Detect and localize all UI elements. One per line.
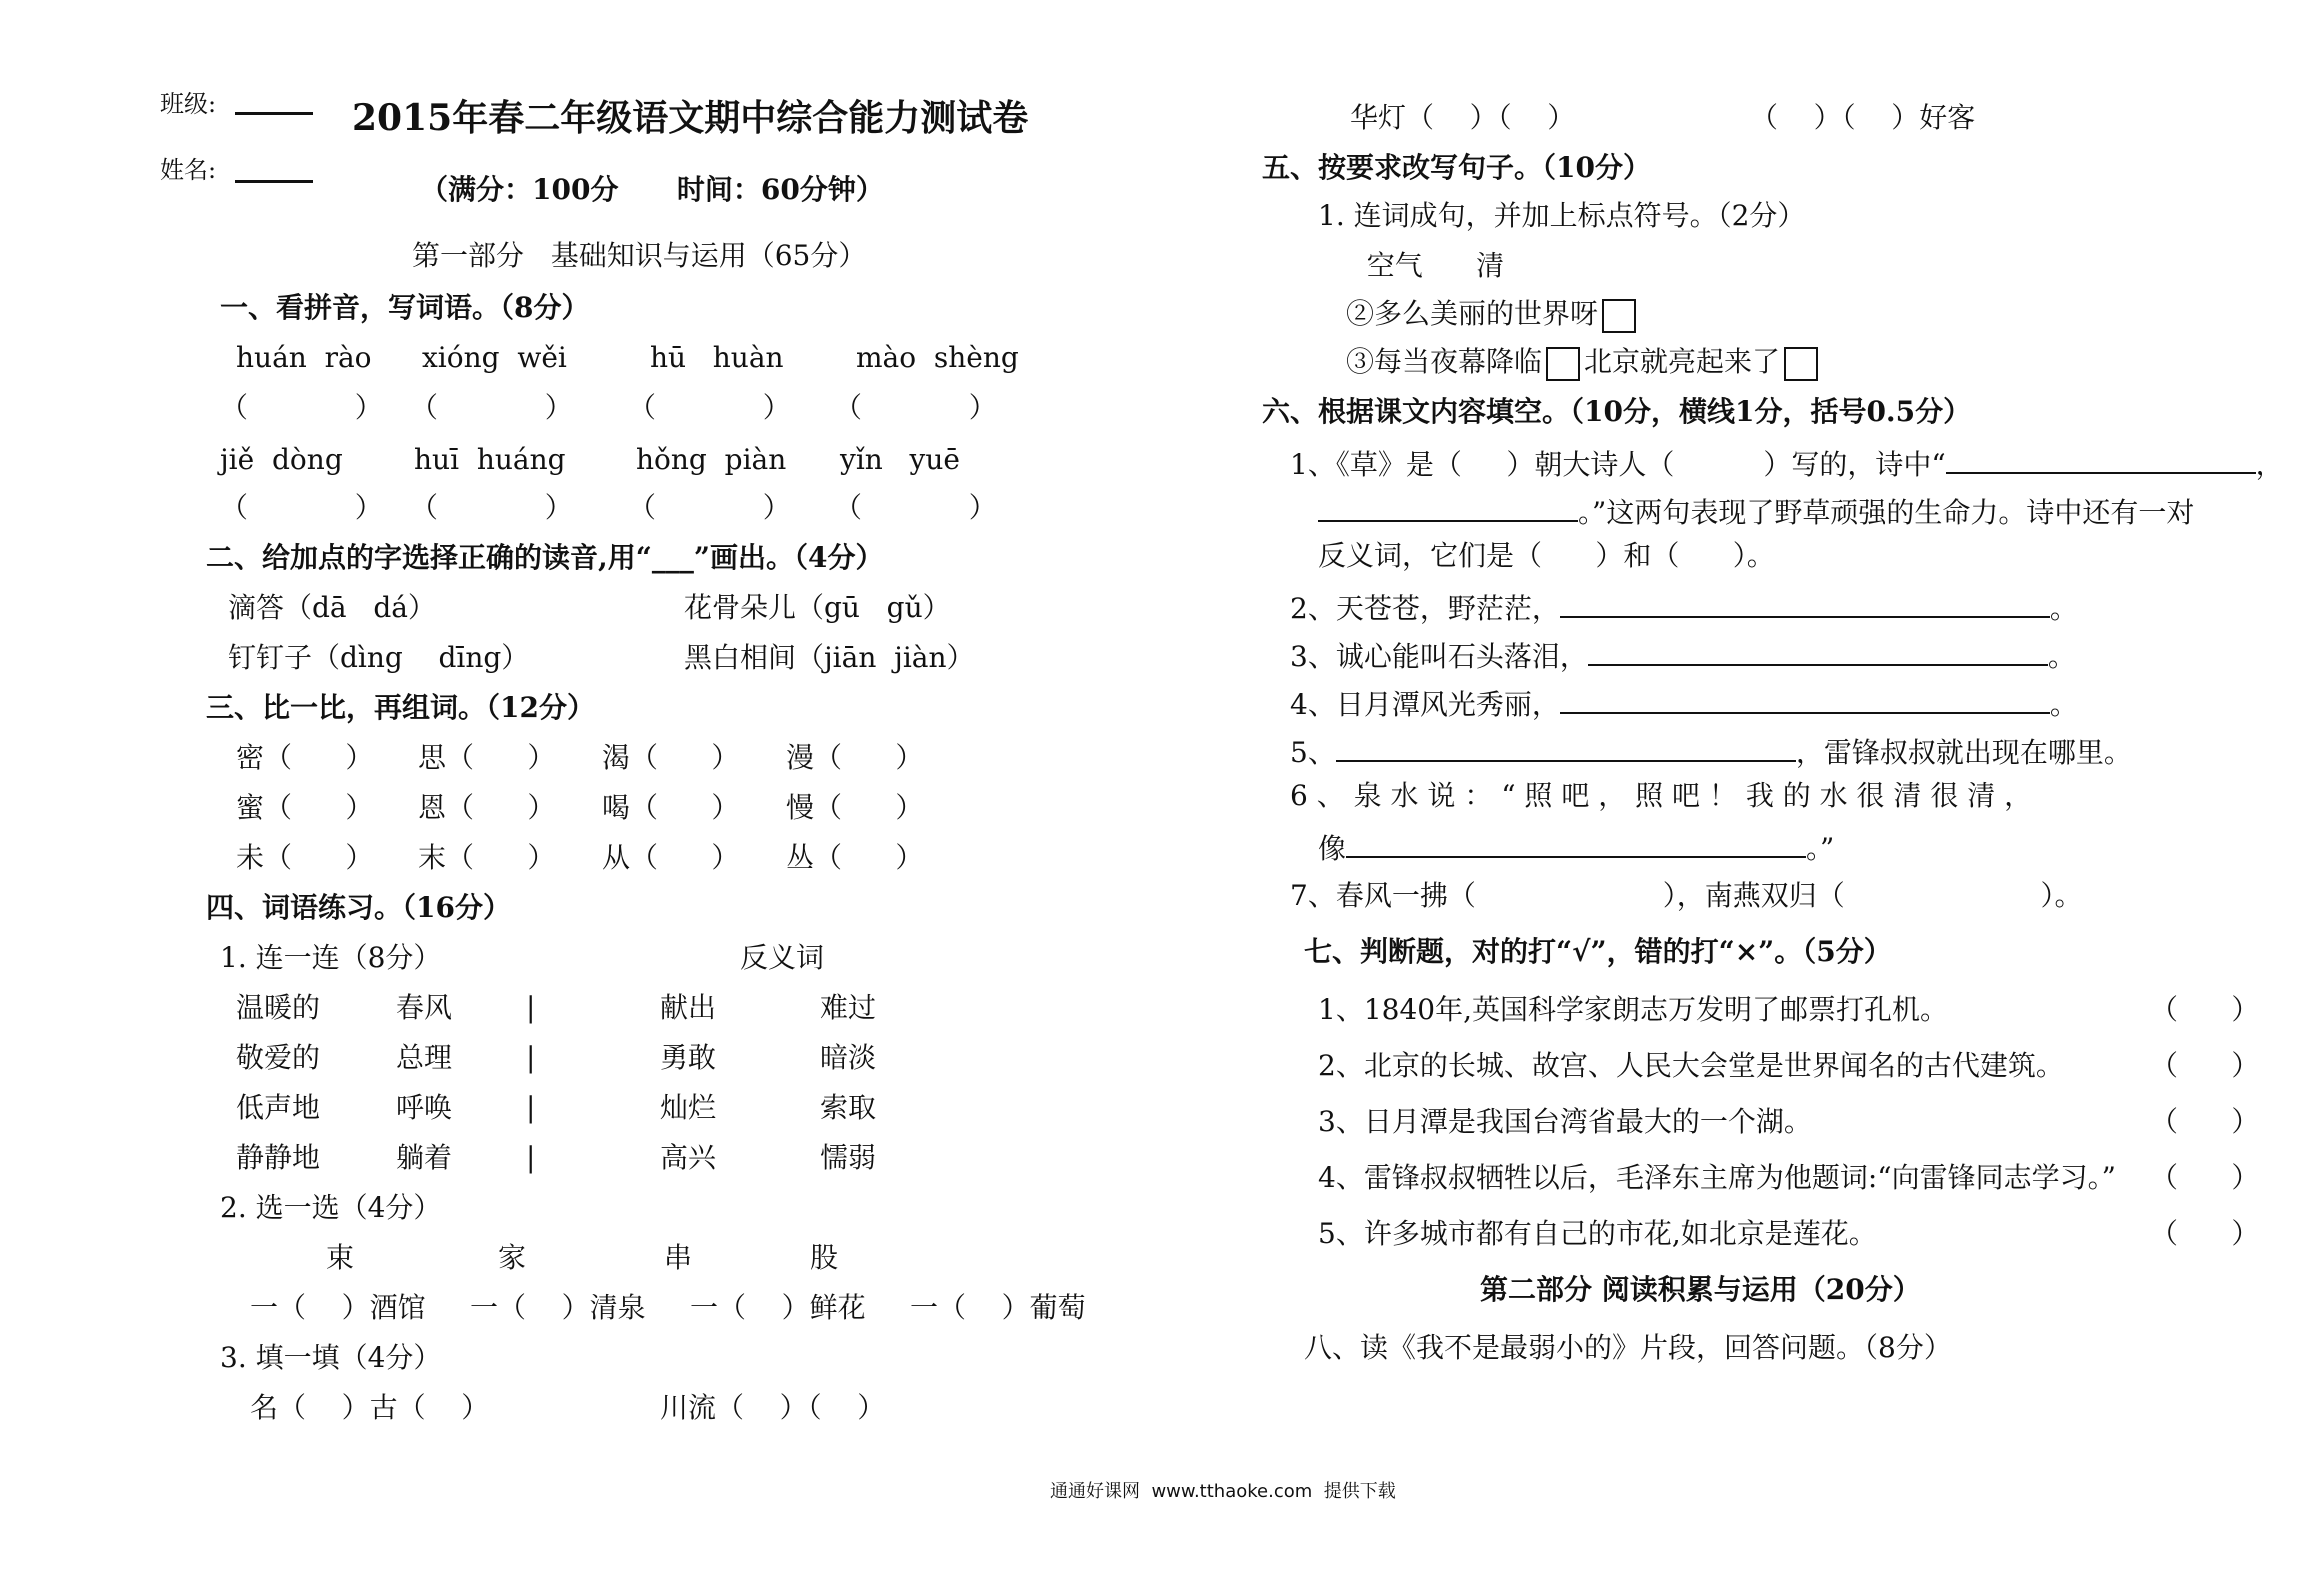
q6-text: 3、诚心能叫石头落泪， bbox=[1290, 640, 1588, 673]
compose-item[interactable]: 从（ ） bbox=[602, 841, 740, 874]
antonym-word[interactable]: 献出 bbox=[660, 991, 717, 1024]
measure-fill[interactable]: 一（ ）酒馆 bbox=[250, 1291, 426, 1324]
judge-paren[interactable]: （ ） bbox=[2150, 1161, 2260, 1194]
pinyin: huán rào bbox=[236, 341, 372, 374]
idiom-fill[interactable]: （ ）（ ）好客 bbox=[1750, 101, 1976, 134]
q6-text: 。 bbox=[2049, 688, 2078, 721]
compose-item[interactable]: 丛（ ） bbox=[786, 841, 924, 874]
divider-bar: | bbox=[526, 1141, 536, 1174]
answer-paren[interactable]: （ ） bbox=[410, 491, 573, 524]
q7-heading: 七、判断题，对的打“√”，错的打“×”。（5分） bbox=[1304, 935, 1892, 968]
q6-text: 。”这两句表现了野草顽强的生命力。诗中还有一对 bbox=[1578, 496, 2195, 529]
q5-line: 空气 清 bbox=[1340, 249, 1505, 282]
antonym-word[interactable]: 灿烂 bbox=[660, 1091, 717, 1124]
q6-text: 像 bbox=[1318, 832, 1347, 865]
fill-blank[interactable] bbox=[1946, 442, 2256, 474]
page-title: 2015年春二年级语文期中综合能力测试卷 bbox=[352, 97, 1029, 139]
fill-blank[interactable] bbox=[1346, 826, 1806, 858]
compose-item[interactable]: 喝（ ） bbox=[602, 791, 740, 824]
fill-blank[interactable] bbox=[1560, 682, 2050, 714]
q6-line7 bbox=[1290, 730, 2132, 771]
divider-bar: | bbox=[526, 991, 536, 1024]
q5-line bbox=[1346, 344, 1822, 381]
q4-sub3: 3. 填一填（4分） bbox=[220, 1341, 442, 1374]
judge-paren[interactable]: （ ） bbox=[2150, 1049, 2260, 1082]
fill-blank[interactable] bbox=[1336, 730, 1796, 762]
pinyin: hǒng piàn bbox=[636, 443, 787, 476]
pinyin: yǐn yuē bbox=[840, 443, 960, 476]
q6-line8: 6 、 泉 水 说 ： “ 照 吧 ， 照 吧 ！ 我 的 水 很 清 很 清 ， bbox=[1290, 779, 2033, 812]
answer-paren[interactable]: （ ） bbox=[628, 491, 791, 524]
pinyin: huī huáng bbox=[414, 443, 566, 476]
answer-paren[interactable]: （ ） bbox=[410, 391, 573, 424]
q8-heading: 八、读《我不是最弱小的》片段，回答问题。（8分） bbox=[1304, 1331, 1952, 1364]
punctuation-box[interactable] bbox=[1784, 347, 1818, 381]
idiom-fill[interactable]: 川流（ ）（ ） bbox=[660, 1391, 886, 1424]
footer-credit: 通通好课网 www.tthaoke.com 提供下载 bbox=[1050, 1481, 1396, 1502]
answer-paren[interactable]: （ ） bbox=[628, 391, 791, 424]
q3-heading: 三、比一比，再组词。（12分） bbox=[206, 691, 595, 724]
compose-item[interactable]: 慢（ ） bbox=[786, 791, 924, 824]
idiom-fill[interactable]: 华灯（ ）（ ） bbox=[1350, 101, 1576, 134]
compose-item[interactable]: 恩（ ） bbox=[418, 791, 556, 824]
antonym-word[interactable]: 难过 bbox=[820, 991, 877, 1024]
antonym-word[interactable]: 暗淡 bbox=[820, 1041, 877, 1074]
q6-line3[interactable]: 反义词，它们是（ ）和（ ）。 bbox=[1318, 539, 1775, 572]
fill-blank[interactable] bbox=[1560, 586, 2050, 618]
choice-word: 串 bbox=[664, 1241, 693, 1274]
q6-text: 。 bbox=[2047, 640, 2076, 673]
answer-paren[interactable]: （ ） bbox=[220, 391, 383, 424]
compose-item[interactable]: 密（ ） bbox=[236, 741, 374, 774]
fill-blank[interactable] bbox=[1318, 490, 1578, 522]
q4-sub2: 2. 选一选（4分） bbox=[220, 1191, 442, 1224]
q6-line9 bbox=[1318, 826, 1834, 867]
fill-blank[interactable] bbox=[1588, 634, 2048, 666]
q6-line6 bbox=[1290, 682, 2078, 723]
match-mid-word[interactable]: 躺着 bbox=[396, 1141, 453, 1174]
q2-heading: 二、给加点的字选择正确的读音,用“___”画出。（4分） bbox=[206, 541, 884, 574]
q6-line2 bbox=[1318, 490, 2194, 531]
compose-item[interactable]: 漫（ ） bbox=[786, 741, 924, 774]
choice-word: 束 bbox=[326, 1241, 355, 1274]
q2-item[interactable]: 黑白相间（jiān jiàn） bbox=[684, 641, 975, 674]
punctuation-box[interactable] bbox=[1602, 299, 1636, 333]
choice-word: 股 bbox=[810, 1241, 839, 1274]
match-left-word[interactable]: 静静地 bbox=[236, 1141, 321, 1174]
match-mid-word[interactable]: 总理 bbox=[396, 1041, 453, 1074]
q6-text: 2、天苍苍，野茫茫， bbox=[1290, 592, 1560, 625]
judge-paren[interactable]: （ ） bbox=[2150, 993, 2260, 1026]
judge-item: 3、日月潭是我国台湾省最大的一个湖。 bbox=[1318, 1105, 1812, 1138]
divider-bar: | bbox=[526, 1041, 536, 1074]
q1-heading: 一、看拼音，写词语。（8分） bbox=[220, 291, 590, 324]
q6-line10[interactable]: 7、春风一拂（ ），南燕双归（ ）。 bbox=[1290, 879, 2083, 912]
q5-sentence: ③每当夜幕降临 bbox=[1346, 345, 1543, 378]
q2-item[interactable]: 钉钉子（dìng dīng） bbox=[228, 641, 530, 674]
q2-item[interactable]: 花骨朵儿（gū gǔ） bbox=[684, 591, 951, 624]
q5-sentence: 北京就亮起来了 bbox=[1584, 345, 1781, 378]
q6-text: ， bbox=[2255, 448, 2284, 481]
match-mid-word[interactable]: 春风 bbox=[396, 991, 453, 1024]
q6-line5 bbox=[1290, 634, 2076, 675]
compose-item[interactable]: 渴（ ） bbox=[602, 741, 740, 774]
antonym-word[interactable]: 索取 bbox=[820, 1091, 877, 1124]
q4-sub1: 1. 连一连（8分） bbox=[220, 941, 442, 974]
judge-item: 1、1840年,英国科学家朗志万发明了邮票打孔机。 bbox=[1318, 993, 1948, 1026]
judge-paren[interactable]: （ ） bbox=[2150, 1105, 2260, 1138]
q6-line1 bbox=[1290, 442, 2284, 483]
q6-text: 。” bbox=[1806, 832, 1835, 865]
q4-heading: 四、词语练习。（16分） bbox=[206, 891, 511, 924]
match-left-word[interactable]: 低声地 bbox=[236, 1091, 321, 1124]
compose-item[interactable]: 思（ ） bbox=[418, 741, 556, 774]
pinyin: mào shèng bbox=[856, 341, 1019, 374]
pinyin: xióng wěi bbox=[422, 341, 567, 374]
measure-fill[interactable]: 一（ ）葡萄 bbox=[910, 1291, 1086, 1324]
match-left-word[interactable]: 敬爱的 bbox=[236, 1041, 321, 1074]
q6-line4 bbox=[1290, 586, 2078, 627]
judge-item: 5、许多城市都有自己的市花,如北京是莲花。 bbox=[1318, 1217, 1877, 1250]
q5-sentence: ②多么美丽的世界呀 bbox=[1346, 297, 1599, 330]
answer-paren[interactable]: （ ） bbox=[834, 491, 997, 524]
pinyin: hū huàn bbox=[650, 341, 784, 374]
judge-item: 2、北京的长城、故宫、人民大会堂是世界闻名的古代建筑。 bbox=[1318, 1049, 2064, 1082]
q5-heading: 五、按要求改写句子。（10分） bbox=[1262, 151, 1651, 184]
antonym-word[interactable]: 勇敢 bbox=[660, 1041, 717, 1074]
part2-heading: 第二部分 阅读积累与运用（20分） bbox=[1480, 1273, 1921, 1306]
match-left-word[interactable]: 温暖的 bbox=[236, 991, 321, 1024]
judge-paren[interactable]: （ ） bbox=[2150, 1217, 2260, 1250]
page-subtitle: （满分：100分 时间：60分钟） bbox=[420, 173, 884, 206]
match-mid-word[interactable]: 呼唤 bbox=[396, 1091, 453, 1124]
q6-text: 5、 bbox=[1290, 736, 1336, 769]
idiom-fill[interactable]: 名（ ）古（ ） bbox=[250, 1391, 490, 1424]
class-blank[interactable] bbox=[235, 112, 313, 115]
divider-bar: | bbox=[526, 1091, 536, 1124]
part1-heading: 第一部分 基础知识与运用（65分） bbox=[412, 239, 867, 272]
name-label: 姓名: bbox=[160, 156, 217, 184]
measure-fill[interactable]: 一（ ）清泉 bbox=[470, 1291, 646, 1324]
name-blank[interactable] bbox=[235, 180, 313, 183]
compose-item[interactable]: 蜜（ ） bbox=[236, 791, 374, 824]
q6-text: 4、日月潭风光秀丽， bbox=[1290, 688, 1560, 721]
punctuation-box[interactable] bbox=[1546, 347, 1580, 381]
q6-text: 1、《草》是（ ）朝大诗人（ ）写的，诗中“ bbox=[1290, 448, 1946, 481]
answer-paren[interactable]: （ ） bbox=[220, 491, 383, 524]
compose-item[interactable]: 未（ ） bbox=[236, 841, 374, 874]
choice-word: 家 bbox=[498, 1241, 527, 1274]
answer-paren[interactable]: （ ） bbox=[834, 391, 997, 424]
pinyin: jiě dòng bbox=[220, 443, 343, 476]
q6-heading: 六、根据课文内容填空。（10分，横线1分，括号0.5分） bbox=[1262, 395, 1972, 428]
q6-text: ，雷锋叔叔就出现在哪里。 bbox=[1795, 736, 2132, 769]
q6-text: 。 bbox=[2049, 592, 2078, 625]
antonym-word[interactable]: 懦弱 bbox=[820, 1141, 877, 1174]
q5-line bbox=[1346, 296, 1640, 333]
q5-sub1: 1. 连词成句，并加上标点符号。（2分） bbox=[1318, 199, 1806, 232]
antonym-word[interactable]: 高兴 bbox=[660, 1141, 717, 1174]
antonym-label: 反义词 bbox=[740, 941, 825, 974]
judge-item: 4、雷锋叔叔牺牲以后，毛泽东主席为他题词:“向雷锋同志学习。” bbox=[1318, 1161, 2116, 1194]
compose-item[interactable]: 末（ ） bbox=[418, 841, 556, 874]
q2-item[interactable]: 滴答（dā dá） bbox=[228, 591, 436, 624]
class-label: 班级: bbox=[160, 90, 217, 118]
measure-fill[interactable]: 一（ ）鲜花 bbox=[690, 1291, 866, 1324]
